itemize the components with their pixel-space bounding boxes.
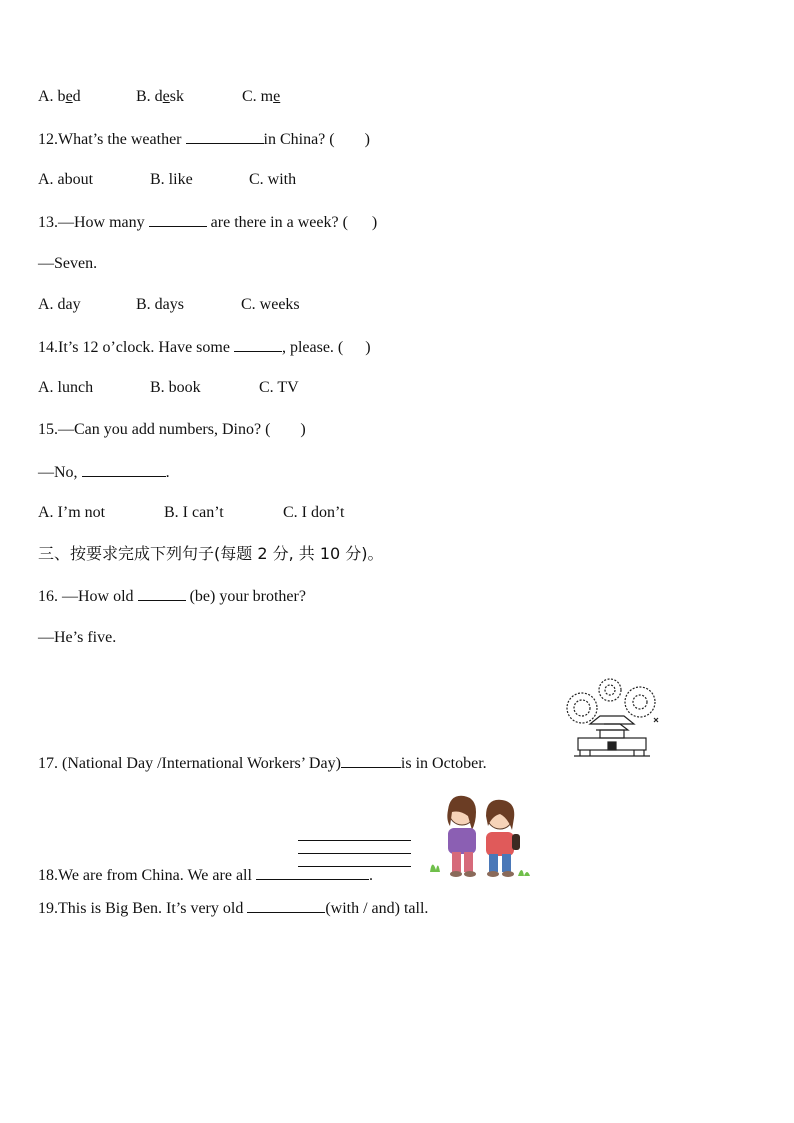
answer-blank[interactable] <box>138 586 186 601</box>
q11-option-a: A. bed <box>38 88 81 105</box>
q13-option-a: A. day <box>38 296 81 313</box>
question-16: 16. —How old (be) your brother? <box>38 588 306 605</box>
two-girls-icon <box>422 788 538 884</box>
answer-blank[interactable] <box>247 898 325 913</box>
q14-option-a: A. lunch <box>38 379 94 396</box>
q12-option-a: A. about <box>38 171 94 188</box>
answer-line-1[interactable] <box>298 840 411 841</box>
q14-options <box>38 378 299 398</box>
answer-blank[interactable] <box>234 337 282 352</box>
q15-option-c: C. I don’t <box>283 504 345 521</box>
q14-option-c: C. TV <box>259 379 299 396</box>
answer-blank[interactable] <box>256 865 369 880</box>
q12-option-c: C. with <box>249 171 297 188</box>
tiananmen-fireworks-icon <box>560 676 664 762</box>
answer-blank[interactable] <box>82 462 166 477</box>
answer-blank[interactable] <box>341 753 401 768</box>
question-18: 18.We are from China. We are all . <box>38 867 373 884</box>
question-12: 12.What’s the weather in China? ( ) <box>38 131 370 148</box>
q13-options <box>38 295 300 315</box>
q11-options <box>38 87 280 107</box>
q15-option-a: A. I’m not <box>38 504 106 521</box>
q12-options <box>38 170 296 190</box>
q16-answer: —He’s five. <box>38 629 117 646</box>
q14-option-b: B. book <box>150 379 201 396</box>
section-3-heading: 三、按要求完成下列句子(每题 2 分, 共 10 分)。 <box>38 544 384 563</box>
answer-blank[interactable] <box>149 212 207 227</box>
answer-line-2[interactable] <box>298 853 411 854</box>
q11-option-b: B. desk <box>136 88 185 105</box>
q11-option-c: C. me <box>242 88 281 105</box>
q15-options <box>38 503 344 523</box>
question-15: 15.—Can you add numbers, Dino? ( ) <box>38 421 306 438</box>
question-13: 13.—How many are there in a week? ( ) <box>38 214 378 231</box>
q13-answer: —Seven. <box>38 255 98 272</box>
q15-option-b: B. I can’t <box>164 504 224 521</box>
q13-option-c: C. weeks <box>241 296 300 313</box>
q12-option-b: B. like <box>150 171 193 188</box>
question-17: 17. (National Day /International Workers’ Day) is in October. <box>38 755 487 772</box>
q15-answer: —No, . <box>38 464 170 481</box>
question-19: 19.This is Big Ben. It’s very old (with / and) tall. <box>38 900 429 917</box>
answer-blank[interactable] <box>186 129 264 144</box>
q13-option-b: B. days <box>136 296 184 313</box>
question-14: 14.It’s 12 o’clock. Have some , please. ( ) <box>38 339 371 356</box>
